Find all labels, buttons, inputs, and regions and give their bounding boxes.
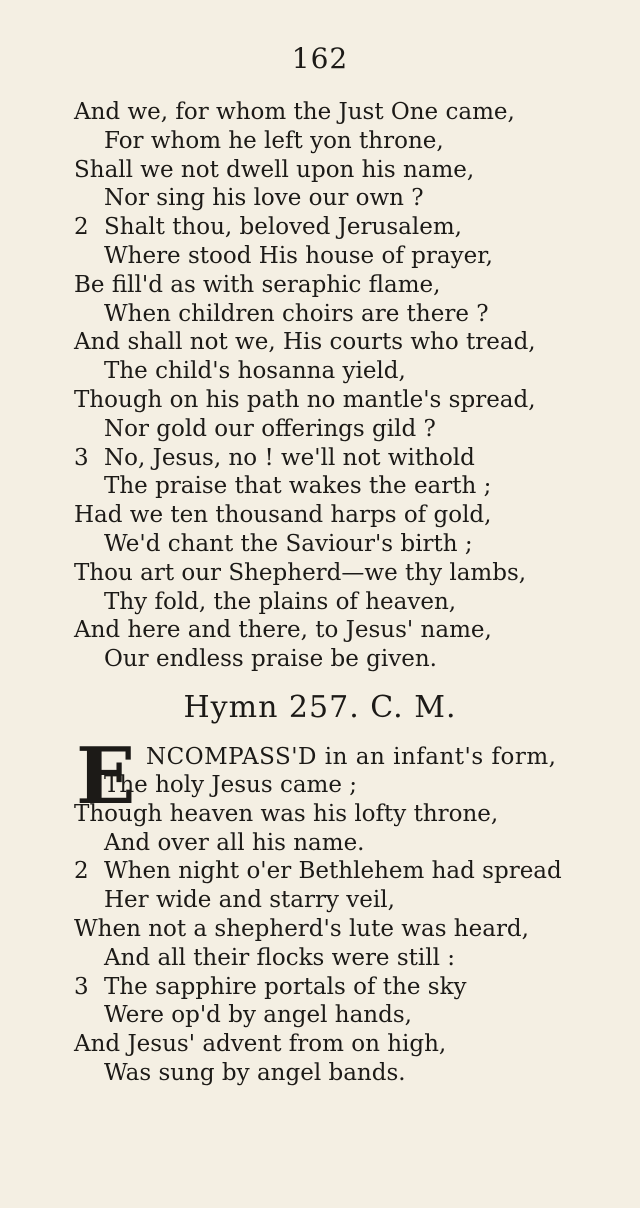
verse-line bbox=[104, 530, 473, 559]
page-number: 162 bbox=[291, 42, 349, 75]
verse-text: When not a shepherd's lute was heard, bbox=[74, 916, 529, 942]
verse-line bbox=[104, 1059, 406, 1088]
verse-text: Though heaven was his lofty throne, bbox=[74, 800, 499, 827]
stanza-number: 3 bbox=[74, 973, 89, 1000]
verse-line bbox=[104, 771, 357, 800]
verse-text: Nor gold our offerings gild ? bbox=[104, 415, 436, 442]
verse-line bbox=[104, 127, 444, 156]
verse-text: No, Jesus, no ! we'll not withold bbox=[104, 444, 475, 471]
verse-line bbox=[104, 184, 424, 213]
verse-text: Be fill'd as with seraphic flame, bbox=[74, 271, 441, 298]
verse-text: Where stood His house of prayer, bbox=[104, 243, 493, 269]
verse-line bbox=[74, 915, 529, 944]
stanza-number: 2 bbox=[74, 214, 89, 241]
verse-line bbox=[104, 886, 395, 915]
verse-text: Thou art our Shepherd—we thy lambs, bbox=[74, 559, 527, 586]
verse-text: Our endless praise be given. bbox=[104, 646, 437, 673]
verse-text: Thy fold, the plains of heaven, bbox=[104, 588, 457, 615]
verse-line bbox=[104, 645, 437, 674]
verse-text: And all their flocks were still : bbox=[104, 944, 456, 971]
verse-text: And here and there, to Jesus' name, bbox=[74, 617, 492, 644]
verse-text: Shalt thou, beloved Jerusalem, bbox=[104, 214, 462, 241]
verse-text: And Jesus' advent from on high, bbox=[74, 1031, 447, 1058]
stanza-number: 3 bbox=[74, 444, 89, 471]
verse-text: For whom he left yon throne, bbox=[104, 127, 444, 154]
verse-line bbox=[104, 588, 456, 617]
verse-text: The praise that wakes the earth ; bbox=[104, 473, 492, 500]
verse-line bbox=[74, 328, 536, 357]
verse-line bbox=[104, 357, 406, 386]
verse-line bbox=[104, 300, 489, 329]
verse-line bbox=[74, 1030, 446, 1059]
verse-line bbox=[74, 857, 562, 886]
verse-line bbox=[74, 501, 491, 530]
verse-text: The sapphire portals of the sky bbox=[104, 973, 467, 1000]
verse-text: And shall not we, His courts who tread, bbox=[74, 329, 536, 356]
verse-line bbox=[74, 156, 474, 185]
verse-line bbox=[74, 559, 526, 588]
verse-text: And we, for whom the Just One came, bbox=[74, 99, 515, 125]
verse-text: When children choirs are there ? bbox=[104, 300, 489, 327]
verse-line bbox=[74, 800, 498, 829]
verse-line bbox=[104, 1001, 412, 1030]
stanza-number: 2 bbox=[74, 858, 89, 885]
verse-line bbox=[74, 973, 467, 1002]
verse-text: And over all his name. bbox=[104, 829, 365, 856]
verse-line bbox=[74, 98, 515, 127]
verse-text: Though on his path no mantle's spread, bbox=[74, 387, 536, 413]
verse-line bbox=[74, 213, 462, 242]
verse-text: Nor sing his love our own ? bbox=[104, 185, 424, 212]
drop-cap: E bbox=[76, 731, 136, 822]
verse-line bbox=[104, 829, 365, 858]
verse-text: The child's hosanna yield, bbox=[104, 358, 406, 385]
verse-text: When night o'er Bethlehem had spread bbox=[104, 858, 562, 885]
verse-text: The holy Jesus came ; bbox=[104, 772, 358, 798]
verse-line bbox=[74, 444, 475, 473]
verse-text: Were op'd by angel hands, bbox=[104, 1002, 412, 1029]
verse-line bbox=[104, 415, 436, 444]
verse-line bbox=[104, 944, 455, 973]
verse-text: Shall we not dwell upon his name, bbox=[74, 156, 475, 183]
verse-text: Was sung by angel bands. bbox=[104, 1060, 406, 1086]
verse-line bbox=[104, 472, 491, 501]
verse-line bbox=[74, 271, 440, 300]
verse-line bbox=[74, 386, 536, 415]
verse-text: We'd chant the Saviour's birth ; bbox=[104, 531, 473, 557]
verse-line bbox=[74, 616, 492, 645]
hymn-title: Hymn 257. C. M. bbox=[183, 690, 457, 725]
verse-line bbox=[104, 242, 493, 271]
hymn-first-line: NCOMPASS'D in an infant's form, bbox=[146, 744, 557, 770]
verse-text: Had we ten thousand harps of gold, bbox=[74, 502, 492, 529]
verse-text: Her wide and starry veil, bbox=[104, 887, 395, 914]
